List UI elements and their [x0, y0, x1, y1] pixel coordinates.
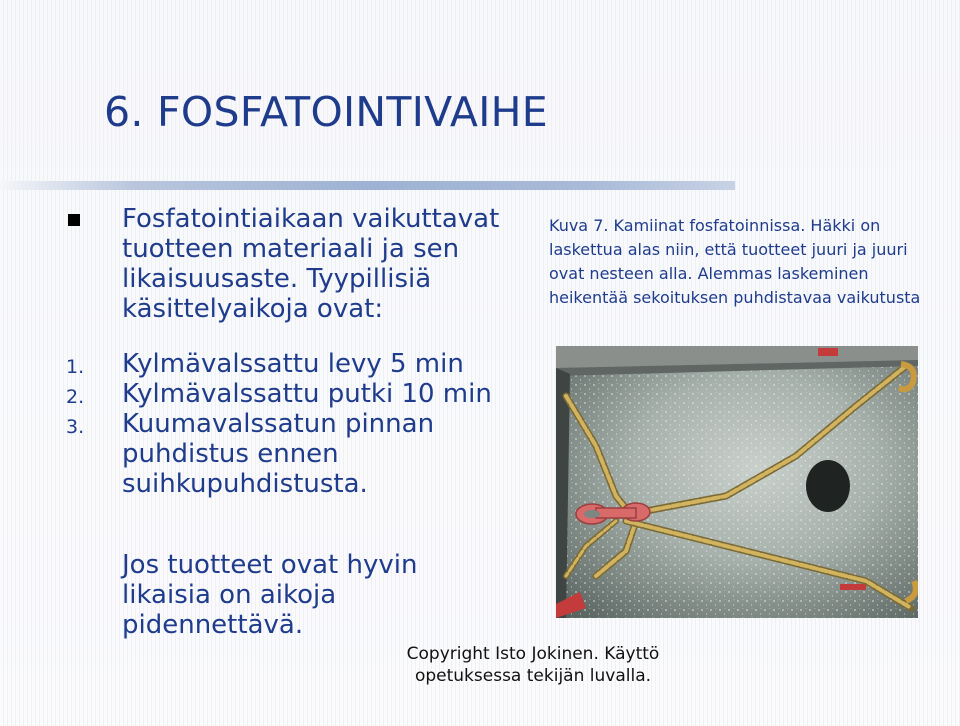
- list-number: 3.: [66, 416, 85, 438]
- copyright-notice: Copyright Isto Jokinen. Käyttö opetuksessa tekijän luvalla.: [406, 644, 660, 686]
- note-text: Jos tuotteet ovat hyvin likaisia on aikoja pidennettävä.: [122, 550, 418, 640]
- list-item: [66, 409, 522, 499]
- slide-title: 6. FOSFATOINTIVAIHE: [104, 88, 548, 136]
- title-divider: [0, 181, 735, 190]
- square-bullet-icon: [68, 214, 80, 226]
- bullet-text: Fosfatointiaikaan vaikuttavat tuotteen materiaali ja sen likaisuusaste. Tyypillisiä käsittelyaikoja ovat:: [122, 204, 500, 324]
- list-text: Kuumavalssatun pinnan puhdistus ennen suihkupuhdistusta.: [122, 409, 435, 499]
- list-item: [66, 379, 522, 409]
- list-text: Kylmävalssattu levy 5 min: [122, 349, 464, 379]
- list-number: 2.: [66, 386, 85, 408]
- chains-photo: [556, 346, 918, 618]
- photo-caption: Kuva 7. Kamiinat fosfatoinnissa. Häkki on laskettua alas niin, että tuotteet juuri ja juuri ovat nesteen alla. Alemmas laskeminen heikentää sekoituksen puhdistavaa vaikutusta: [549, 216, 921, 307]
- list-number: 1.: [66, 356, 85, 378]
- chains-photo-illustration: [556, 346, 918, 618]
- list-text: Kylmävalssattu putki 10 min: [122, 379, 492, 409]
- list-item: [66, 349, 522, 379]
- numbered-list: [66, 349, 522, 499]
